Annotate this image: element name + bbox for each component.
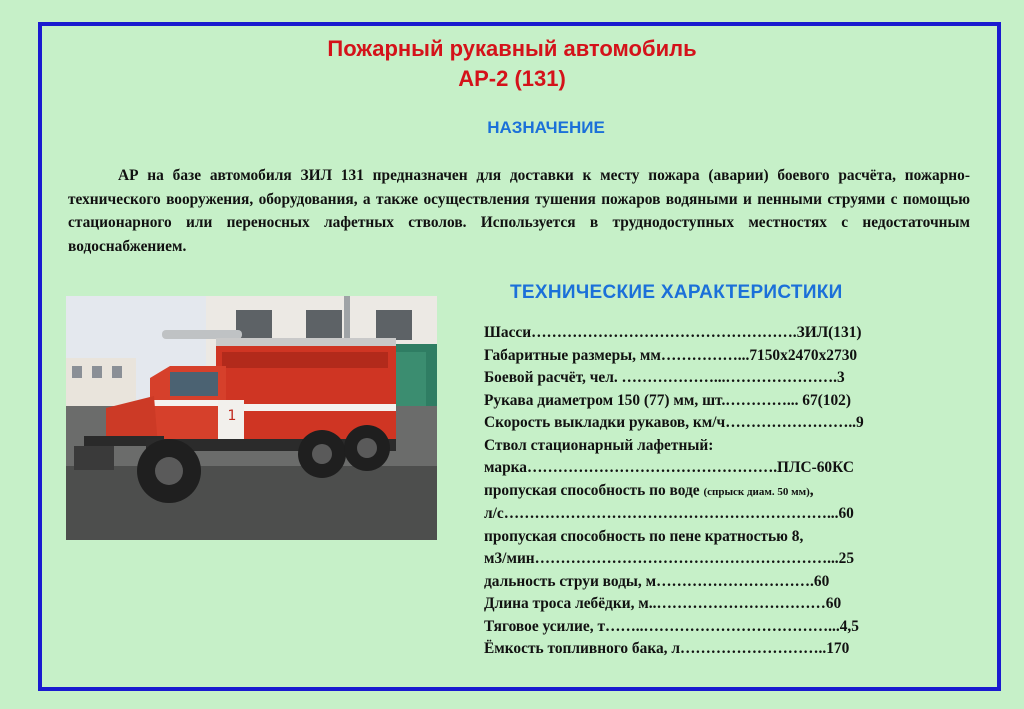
specs-heading: ТЕХНИЧЕСКИЕ ХАРАКТЕРИСТИКИ bbox=[510, 282, 843, 303]
spec-line: Ствол стационарный лафетный: bbox=[484, 436, 714, 454]
slide-subtitle: АР-2 (131) bbox=[458, 66, 566, 91]
spec-line: Габаритные размеры, мм……………...7150х2470х2730 bbox=[484, 346, 858, 364]
spec-line: Шасси…………………………………………….ЗИЛ(131) bbox=[484, 324, 862, 341]
purpose-heading: НАЗНАЧЕНИЕ bbox=[487, 118, 605, 137]
spec-line: л/с………………………………………………………...60 bbox=[484, 505, 854, 522]
truck-photo bbox=[66, 296, 437, 540]
spec-line: Тяговое усилие, т……..………………………………...4,5 bbox=[484, 617, 859, 635]
cab-number-label: 1 bbox=[227, 408, 237, 424]
spec-water-label: пропуская способность по воде bbox=[484, 481, 704, 499]
spec-line-water bbox=[484, 480, 954, 504]
spec-line: м3/мин…………………………………………………...25 bbox=[484, 550, 855, 567]
spec-line: Длина троса лебёдки, м..……………………………60 bbox=[484, 595, 842, 612]
spec-line: Ёмкость топливного бака, л………………………..170 bbox=[484, 640, 850, 657]
purpose-paragraph: АР на базе автомобиля ЗИЛ 131 предназначен для доставки к месту пожара (аварии) боевого расчёта, пожарно-технического вооружения, оборудования, а также осуществления тушения пожаров водяными и пенными струями с помощью стационарного или переносных лафетных стволов. Используется в труднодоступных местностях с недостаточным водоснабжением. bbox=[68, 167, 970, 255]
spec-line: пропуская способность по пене кратностью 8, bbox=[484, 527, 804, 545]
spec-water-note: (спрыск диам. 50 мм) bbox=[703, 485, 810, 498]
spec-line: Рукава диаметром 150 (77) мм, шт.…………... 67(102) bbox=[484, 391, 851, 409]
slide-title: Пожарный рукавный автомобиль bbox=[327, 36, 697, 61]
specs-list bbox=[484, 322, 954, 661]
spec-water-tail: , bbox=[809, 481, 814, 499]
spec-line: Скорость выкладки рукавов, км/ч……………………..9 bbox=[484, 414, 864, 431]
spec-line: Боевой расчёт, чел. ………………...………………….3 bbox=[484, 369, 845, 386]
spec-line: дальность струи воды, м………………………….60 bbox=[484, 572, 830, 590]
spec-line: марка………………………………………….ПЛС-60КС bbox=[484, 459, 855, 476]
